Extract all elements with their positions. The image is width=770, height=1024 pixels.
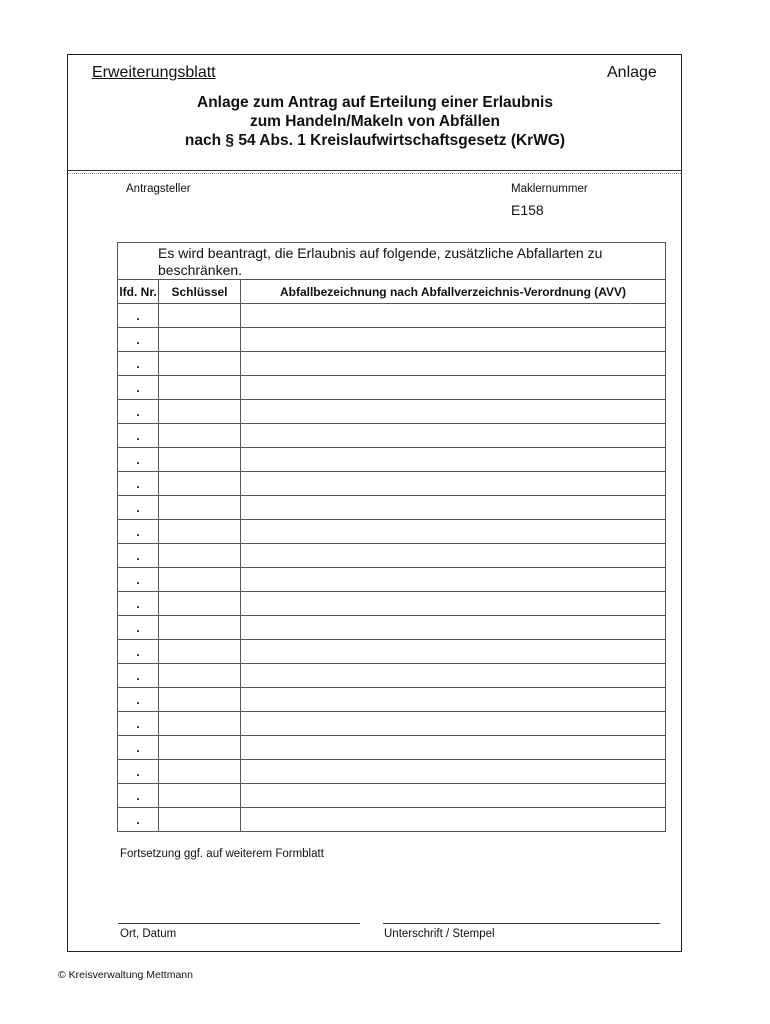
column-header-abfallbezeichnung: Abfallbezeichnung nach Abfallverzeichnis-Verordnung (AVV) [241, 280, 666, 304]
abfallbezeichnung-cell[interactable] [241, 448, 666, 472]
schluessel-cell[interactable] [159, 328, 241, 352]
header-divider-dotted [68, 173, 681, 174]
table-row [118, 664, 666, 688]
form-title-line-1: Anlage zum Antrag auf Erteilung einer Erlaubnis [197, 94, 553, 111]
abfallbezeichnung-cell[interactable] [241, 784, 666, 808]
table-row [118, 376, 666, 400]
table-row [118, 328, 666, 352]
row-number-cell: . [118, 688, 159, 712]
abfallbezeichnung-cell[interactable] [241, 400, 666, 424]
table-row [118, 544, 666, 568]
table-row [118, 448, 666, 472]
abfallbezeichnung-cell[interactable] [241, 616, 666, 640]
table-row [118, 592, 666, 616]
abfallbezeichnung-cell[interactable] [241, 808, 666, 832]
table-row [118, 736, 666, 760]
schluessel-cell[interactable] [159, 352, 241, 376]
broker-number-label: Maklernummer [511, 183, 588, 195]
abfallbezeichnung-cell[interactable] [241, 592, 666, 616]
table-row [118, 808, 666, 832]
row-number-cell: . [118, 760, 159, 784]
row-number-cell: . [118, 304, 159, 328]
table-row [118, 640, 666, 664]
schluessel-cell[interactable] [159, 616, 241, 640]
abfallbezeichnung-cell[interactable] [241, 736, 666, 760]
signature-label: Unterschrift / Stempel [384, 928, 495, 940]
schluessel-cell[interactable] [159, 640, 241, 664]
form-type-label: Erweiterungsblatt [92, 64, 216, 81]
row-number-cell: . [118, 376, 159, 400]
abfallbezeichnung-cell[interactable] [241, 544, 666, 568]
abfallbezeichnung-cell[interactable] [241, 568, 666, 592]
abfallbezeichnung-cell[interactable] [241, 760, 666, 784]
row-number-cell: . [118, 352, 159, 376]
row-number-cell: . [118, 448, 159, 472]
abfallbezeichnung-cell[interactable] [241, 424, 666, 448]
form-title-line-3: nach § 54 Abs. 1 Kreislaufwirtschaftsgesetz (KrWG) [184, 132, 566, 149]
broker-number-value[interactable]: E158 [511, 202, 544, 218]
row-number-cell: . [118, 640, 159, 664]
schluessel-cell[interactable] [159, 592, 241, 616]
abfallbezeichnung-cell[interactable] [241, 640, 666, 664]
schluessel-cell[interactable] [159, 688, 241, 712]
abfallbezeichnung-cell[interactable] [241, 328, 666, 352]
row-number-cell: . [118, 712, 159, 736]
table-row [118, 616, 666, 640]
form-title-line-2: zum Handeln/Makeln von Abfällen [249, 113, 501, 130]
table-row [118, 784, 666, 808]
table-row [118, 400, 666, 424]
copyright-notice: © Kreisverwaltung Mettmann [58, 969, 193, 981]
row-number-cell: . [118, 520, 159, 544]
schluessel-cell[interactable] [159, 784, 241, 808]
row-number-cell: . [118, 472, 159, 496]
form-title [80, 93, 670, 150]
row-number-cell: . [118, 592, 159, 616]
row-number-cell: . [118, 544, 159, 568]
table-intro-row [118, 243, 666, 280]
schluessel-cell[interactable] [159, 376, 241, 400]
row-number-cell: . [118, 400, 159, 424]
table-row [118, 304, 666, 328]
schluessel-cell[interactable] [159, 808, 241, 832]
place-date-line[interactable] [118, 923, 360, 924]
schluessel-cell[interactable] [159, 568, 241, 592]
row-number-cell: . [118, 496, 159, 520]
table-row [118, 568, 666, 592]
abfallbezeichnung-cell[interactable] [241, 496, 666, 520]
continuation-note: Fortsetzung ggf. auf weiterem Formblatt [120, 848, 324, 860]
abfallbezeichnung-cell[interactable] [241, 712, 666, 736]
abfallbezeichnung-cell[interactable] [241, 520, 666, 544]
row-number-cell: . [118, 568, 159, 592]
applicant-label: Antragsteller [126, 183, 191, 195]
schluessel-cell[interactable] [159, 448, 241, 472]
row-number-cell: . [118, 784, 159, 808]
schluessel-cell[interactable] [159, 400, 241, 424]
abfallbezeichnung-cell[interactable] [241, 664, 666, 688]
attachment-label: Anlage [607, 64, 657, 81]
row-number-cell: . [118, 808, 159, 832]
column-header-lfd-nr: lfd. Nr. [118, 280, 159, 304]
schluessel-cell[interactable] [159, 472, 241, 496]
row-number-cell: . [118, 616, 159, 640]
table-header-row [118, 280, 666, 304]
abfallbezeichnung-cell[interactable] [241, 688, 666, 712]
header-divider [68, 170, 681, 171]
row-number-cell: . [118, 424, 159, 448]
table-row [118, 688, 666, 712]
schluessel-cell[interactable] [159, 304, 241, 328]
abfallbezeichnung-cell[interactable] [241, 376, 666, 400]
signature-line[interactable] [383, 923, 660, 924]
table-row [118, 520, 666, 544]
place-date-label: Ort, Datum [120, 928, 177, 940]
row-number-cell: . [118, 328, 159, 352]
table-row [118, 472, 666, 496]
row-number-cell: . [118, 664, 159, 688]
schluessel-cell[interactable] [159, 544, 241, 568]
column-header-schluessel: Schlüssel [159, 280, 241, 304]
table-row [118, 760, 666, 784]
schluessel-cell[interactable] [159, 496, 241, 520]
schluessel-cell[interactable] [159, 424, 241, 448]
table-intro-text: Es wird beantragt, die Erlaubnis auf folgende, zusätzliche Abfallarten zu beschränken. [158, 245, 603, 278]
abfallbezeichnung-cell[interactable] [241, 304, 666, 328]
abfallbezeichnung-cell[interactable] [241, 472, 666, 496]
schluessel-cell[interactable] [159, 712, 241, 736]
table-row [118, 496, 666, 520]
schluessel-cell[interactable] [159, 760, 241, 784]
table-row [118, 712, 666, 736]
row-number-cell: . [118, 736, 159, 760]
waste-types-table [117, 242, 666, 832]
table-row [118, 352, 666, 376]
schluessel-cell[interactable] [159, 736, 241, 760]
schluessel-cell[interactable] [159, 664, 241, 688]
table-row [118, 424, 666, 448]
schluessel-cell[interactable] [159, 520, 241, 544]
abfallbezeichnung-cell[interactable] [241, 352, 666, 376]
